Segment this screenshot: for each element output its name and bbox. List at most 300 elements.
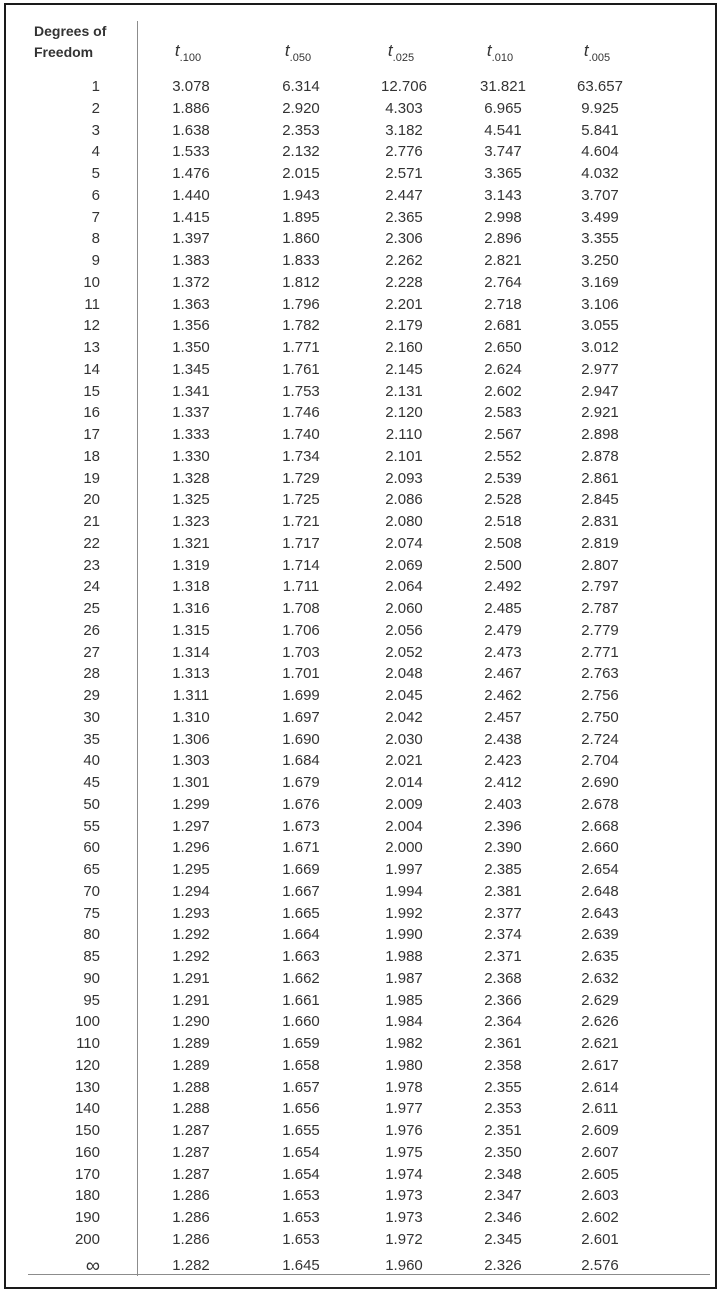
- df-cell: 10: [83, 273, 100, 291]
- critical-value-cell: 1.290: [172, 1013, 210, 1031]
- critical-value-cell: 2.014: [385, 774, 423, 791]
- critical-value-cell: 2.447: [385, 186, 423, 204]
- critical-value-cell: 2.385: [484, 861, 522, 878]
- critical-value-cell: 2.821: [484, 252, 522, 269]
- critical-value-cell: 2.605: [581, 1165, 619, 1183]
- critical-value-cell: 2.602: [581, 1209, 619, 1226]
- df-cell: 180: [74, 1187, 100, 1205]
- critical-value-cell: 1.291: [172, 969, 210, 987]
- critical-value-cell: 2.000: [385, 839, 423, 857]
- critical-value-cell: 4.604: [581, 143, 619, 161]
- table-row: [6, 446, 719, 468]
- critical-value-cell: 2.353: [282, 121, 320, 139]
- critical-value-cell: 3.078: [172, 78, 210, 95]
- critical-value-cell: 1.997: [385, 861, 423, 878]
- critical-value-cell: 1.994: [385, 882, 423, 900]
- critical-value-cell: 2.423: [484, 752, 522, 770]
- critical-value-cell: 2.366: [484, 991, 522, 1009]
- table-row: [6, 794, 719, 816]
- table-row: [6, 294, 719, 316]
- critical-value-cell: 2.635: [581, 948, 619, 965]
- df-cell: 17: [83, 426, 100, 443]
- critical-value-cell: 1.299: [172, 795, 210, 813]
- table-row: [6, 837, 719, 859]
- critical-value-cell: 5.841: [581, 121, 619, 139]
- critical-value-cell: 2.977: [581, 360, 619, 378]
- critical-value-cell: 2.603: [581, 1187, 619, 1205]
- critical-value-cell: 2.228: [385, 273, 423, 291]
- critical-value-cell: 1.314: [172, 643, 210, 661]
- critical-value-cell: 2.539: [484, 469, 522, 487]
- critical-value-cell: 2.069: [385, 556, 423, 574]
- critical-value-cell: 2.145: [385, 360, 423, 378]
- critical-value-cell: 2.797: [581, 578, 619, 596]
- critical-value-cell: 4.303: [385, 99, 423, 117]
- critical-value-cell: 2.921: [581, 404, 619, 422]
- df-cell: 20: [83, 491, 100, 509]
- df-cell: 30: [83, 708, 100, 726]
- critical-value-cell: 2.617: [581, 1056, 619, 1074]
- critical-value-cell: 1.895: [282, 208, 320, 226]
- critical-value-cell: 1.659: [282, 1035, 320, 1052]
- critical-value-cell: 2.074: [385, 534, 423, 552]
- table-row: [6, 1185, 719, 1207]
- critical-value-cell: 2.345: [484, 1230, 522, 1248]
- critical-value-cell: 1.289: [172, 1056, 210, 1074]
- critical-value-cell: 2.045: [385, 687, 423, 704]
- table-row: [6, 163, 719, 185]
- critical-value-cell: 2.718: [484, 295, 522, 313]
- critical-value-cell: 2.492: [484, 578, 522, 596]
- critical-value-cell: 2.724: [581, 730, 619, 748]
- critical-value-cell: 1.363: [172, 295, 210, 313]
- critical-value-cell: 2.390: [484, 839, 522, 857]
- critical-value-cell: 1.287: [172, 1122, 210, 1139]
- critical-value-cell: 2.920: [282, 99, 320, 117]
- table-row: [6, 141, 719, 163]
- critical-value-cell: 1.653: [282, 1230, 320, 1248]
- critical-value-cell: 1.671: [282, 839, 320, 857]
- df-cell: 26: [83, 621, 100, 639]
- critical-value-cell: 6.314: [282, 78, 320, 95]
- critical-value-cell: 2.678: [581, 795, 619, 813]
- critical-value-cell: 9.925: [581, 99, 619, 117]
- df-cell: 1: [91, 78, 100, 95]
- table-row: [6, 1229, 719, 1251]
- table-row: [6, 1251, 719, 1278]
- critical-value-cell: 3.365: [484, 165, 522, 182]
- critical-value-cell: 1.663: [282, 948, 320, 965]
- critical-value-cell: 2.660: [581, 839, 619, 857]
- critical-value-cell: 2.479: [484, 621, 522, 639]
- critical-value-cell: 2.528: [484, 491, 522, 509]
- critical-value-cell: 1.658: [282, 1056, 320, 1074]
- critical-value-cell: 2.412: [484, 774, 522, 791]
- critical-value-cell: 1.337: [172, 404, 210, 422]
- critical-value-cell: 2.403: [484, 795, 522, 813]
- critical-value-cell: 1.315: [172, 621, 210, 639]
- table-row: [6, 772, 719, 794]
- df-header-line2: Freedom: [34, 44, 94, 60]
- df-cell: 23: [83, 556, 100, 574]
- df-cell: 200: [74, 1230, 100, 1248]
- critical-value-cell: 2.131: [385, 382, 423, 400]
- critical-value-cell: 1.985: [385, 991, 423, 1009]
- table-row: [6, 968, 719, 990]
- critical-value-cell: 1.740: [282, 426, 320, 443]
- critical-value-cell: 2.756: [581, 687, 619, 704]
- critical-value-cell: 1.289: [172, 1035, 210, 1052]
- critical-value-cell: 1.306: [172, 730, 210, 748]
- critical-value-cell: 2.518: [484, 513, 522, 530]
- critical-value-cell: 2.132: [282, 143, 320, 161]
- critical-value-cell: 2.567: [484, 426, 522, 443]
- table-row: [6, 1164, 719, 1186]
- col-header-t010: $t_{.010}$: [486, 41, 514, 64]
- critical-value-cell: 2.080: [385, 513, 423, 530]
- critical-value-cell: 2.201: [385, 295, 423, 313]
- critical-value-cell: 1.325: [172, 491, 210, 509]
- critical-value-cell: 2.639: [581, 926, 619, 944]
- critical-value-cell: 2.179: [385, 317, 423, 335]
- critical-value-cell: 1.690: [282, 730, 320, 748]
- critical-value-cell: 1.291: [172, 991, 210, 1009]
- critical-value-cell: 1.977: [385, 1100, 423, 1118]
- critical-value-cell: 1.397: [172, 230, 210, 248]
- critical-value-cell: 1.638: [172, 121, 210, 139]
- critical-value-cell: 12.706: [381, 78, 427, 95]
- critical-value-cell: 1.812: [282, 273, 320, 291]
- col-header-t005: $t_{.005}$: [583, 41, 611, 64]
- t-table-page: [4, 3, 717, 1289]
- critical-value-cell: 1.286: [172, 1230, 210, 1248]
- df-cell: 160: [74, 1143, 100, 1161]
- critical-value-cell: 2.351: [484, 1122, 522, 1139]
- df-cell: 120: [74, 1056, 100, 1074]
- critical-value-cell: 1.286: [172, 1209, 210, 1226]
- critical-value-cell: 2.015: [282, 165, 320, 182]
- critical-value-cell: 2.576: [581, 1256, 619, 1274]
- critical-value-cell: 1.684: [282, 752, 320, 770]
- critical-value-cell: 1.708: [282, 600, 320, 617]
- col-header-t025: $t_{.025}$: [387, 41, 415, 64]
- critical-value-cell: 2.457: [484, 708, 522, 726]
- critical-value-cell: 3.499: [581, 208, 619, 226]
- df-cell: 100: [74, 1013, 100, 1031]
- table-row: [6, 337, 719, 359]
- critical-value-cell: 3.355: [581, 230, 619, 248]
- critical-value-cell: 2.093: [385, 469, 423, 487]
- critical-value-cell: 1.782: [282, 317, 320, 335]
- critical-value-cell: 2.611: [581, 1100, 619, 1118]
- critical-value-cell: 2.629: [581, 991, 619, 1009]
- critical-value-cell: 1.321: [172, 534, 210, 552]
- df-cell: 90: [83, 969, 100, 987]
- critical-value-cell: 1.990: [385, 926, 423, 944]
- critical-value-cell: 1.796: [282, 295, 320, 313]
- table-row: [6, 468, 719, 490]
- critical-value-cell: 2.348: [484, 1165, 522, 1183]
- critical-value-cell: 1.771: [282, 339, 320, 356]
- df-cell: 150: [74, 1122, 100, 1139]
- critical-value-cell: 1.665: [282, 904, 320, 922]
- critical-value-cell: 1.664: [282, 926, 320, 944]
- critical-value-cell: 1.415: [172, 208, 210, 226]
- critical-value-cell: 2.048: [385, 665, 423, 683]
- critical-value-cell: 1.973: [385, 1187, 423, 1205]
- critical-value-cell: 1.972: [385, 1230, 423, 1248]
- critical-value-cell: 1.294: [172, 882, 210, 900]
- df-cell: 70: [83, 882, 100, 900]
- col-header-t100: $t_{.100}$: [174, 41, 202, 64]
- table-row: [6, 555, 719, 577]
- critical-value-cell: 2.467: [484, 665, 522, 683]
- critical-value-cell: 1.980: [385, 1056, 423, 1074]
- df-cell: 9: [91, 252, 100, 269]
- df-cell: 4: [91, 143, 100, 161]
- critical-value-cell: 2.355: [484, 1078, 522, 1096]
- critical-value-cell: 4.032: [581, 165, 619, 182]
- critical-value-cell: 1.988: [385, 948, 423, 965]
- df-cell: 12: [83, 317, 100, 335]
- degrees-of-freedom-header: [34, 21, 106, 63]
- critical-value-cell: 2.771: [581, 643, 619, 661]
- table-row: [6, 228, 719, 250]
- critical-value-cell: 1.310: [172, 708, 210, 726]
- df-cell: 18: [83, 447, 100, 465]
- critical-value-cell: 1.323: [172, 513, 210, 530]
- df-cell: 95: [83, 991, 100, 1009]
- critical-value-cell: 2.110: [385, 426, 423, 443]
- df-cell: 15: [83, 382, 100, 400]
- critical-value-cell: 2.571: [385, 165, 423, 182]
- critical-value-cell: 1.292: [172, 926, 210, 944]
- critical-value-cell: 2.056: [385, 621, 423, 639]
- table-row: [6, 120, 719, 142]
- critical-value-cell: 3.182: [385, 121, 423, 139]
- critical-value-cell: 2.350: [484, 1143, 522, 1161]
- critical-value-cell: 1.372: [172, 273, 210, 291]
- critical-value-cell: 2.763: [581, 665, 619, 683]
- critical-value-cell: 1.356: [172, 317, 210, 335]
- critical-value-cell: 1.734: [282, 447, 320, 465]
- critical-value-cell: 1.721: [282, 513, 320, 530]
- critical-value-cell: 1.699: [282, 687, 320, 704]
- critical-value-cell: 2.668: [581, 817, 619, 835]
- table-row: [6, 707, 719, 729]
- table-row: [6, 424, 719, 446]
- table-row: [6, 816, 719, 838]
- critical-value-cell: 2.030: [385, 730, 423, 748]
- critical-value-cell: 2.365: [385, 208, 423, 226]
- table-row: [6, 489, 719, 511]
- critical-value-cell: 3.106: [581, 295, 619, 313]
- critical-value-cell: 1.313: [172, 665, 210, 683]
- critical-value-cell: 2.819: [581, 534, 619, 552]
- df-cell: 21: [83, 513, 100, 530]
- critical-value-cell: 2.064: [385, 578, 423, 596]
- critical-value-cell: 1.761: [282, 360, 320, 378]
- critical-value-cell: 1.311: [172, 687, 210, 704]
- critical-value-cell: 2.632: [581, 969, 619, 987]
- df-cell: 28: [83, 665, 100, 683]
- df-cell: 80: [83, 926, 100, 944]
- df-cell: 35: [83, 730, 100, 748]
- critical-value-cell: 2.377: [484, 904, 522, 922]
- df-cell: ∞: [85, 1254, 100, 1277]
- critical-value-cell: 2.845: [581, 491, 619, 509]
- critical-value-cell: 1.975: [385, 1143, 423, 1161]
- df-cell: 45: [83, 774, 100, 791]
- df-cell: 7: [91, 208, 100, 226]
- critical-value-cell: 2.500: [484, 556, 522, 574]
- critical-value-cell: 2.358: [484, 1056, 522, 1074]
- critical-value-cell: 1.655: [282, 1122, 320, 1139]
- critical-value-cell: 1.669: [282, 861, 320, 878]
- critical-value-cell: 1.673: [282, 817, 320, 835]
- df-cell: 40: [83, 752, 100, 770]
- critical-value-cell: 2.648: [581, 882, 619, 900]
- critical-value-cell: 2.262: [385, 252, 423, 269]
- df-cell: 60: [83, 839, 100, 857]
- df-cell: 85: [83, 948, 100, 965]
- critical-value-cell: 2.650: [484, 339, 522, 356]
- critical-value-cell: 1.992: [385, 904, 423, 922]
- critical-value-cell: 1.976: [385, 1122, 423, 1139]
- table-row: [6, 76, 719, 98]
- critical-value-cell: 2.086: [385, 491, 423, 509]
- table-row: [6, 598, 719, 620]
- critical-value-cell: 1.653: [282, 1187, 320, 1205]
- critical-value-cell: 1.703: [282, 643, 320, 661]
- critical-value-cell: 2.704: [581, 752, 619, 770]
- critical-value-cell: 1.654: [282, 1165, 320, 1183]
- table-row: [6, 381, 719, 403]
- critical-value-cell: 2.060: [385, 600, 423, 617]
- critical-value-cell: 2.831: [581, 513, 619, 530]
- critical-value-cell: 2.396: [484, 817, 522, 835]
- df-cell: 8: [91, 230, 100, 248]
- col-header-t050: $t_{.050}$: [284, 41, 312, 64]
- critical-value-cell: 2.473: [484, 643, 522, 661]
- critical-value-cell: 1.973: [385, 1209, 423, 1226]
- critical-value-cell: 1.660: [282, 1013, 320, 1031]
- table-row: [6, 729, 719, 751]
- table-row: [6, 533, 719, 555]
- critical-value-cell: 2.607: [581, 1143, 619, 1161]
- table-row: [6, 859, 719, 881]
- critical-value-cell: 2.614: [581, 1078, 619, 1096]
- table-row: [6, 359, 719, 381]
- critical-value-cell: 2.947: [581, 382, 619, 400]
- critical-value-cell: 2.004: [385, 817, 423, 835]
- critical-value-cell: 1.328: [172, 469, 210, 487]
- critical-value-cell: 1.701: [282, 665, 320, 683]
- critical-value-cell: 2.326: [484, 1256, 522, 1274]
- critical-value-cell: 2.602: [484, 382, 522, 400]
- df-cell: 190: [74, 1209, 100, 1226]
- df-cell: 11: [84, 295, 100, 313]
- critical-value-cell: 1.292: [172, 948, 210, 965]
- critical-value-cell: 2.508: [484, 534, 522, 552]
- critical-value-cell: 2.624: [484, 360, 522, 378]
- critical-value-cell: 2.160: [385, 339, 423, 356]
- df-cell: 16: [83, 404, 100, 422]
- table-row: [6, 642, 719, 664]
- critical-value-cell: 2.776: [385, 143, 423, 161]
- df-cell: 5: [91, 165, 100, 182]
- df-cell: 27: [83, 643, 100, 661]
- critical-value-cell: 1.645: [282, 1256, 320, 1274]
- critical-value-cell: 2.626: [581, 1013, 619, 1031]
- table-row: [6, 250, 719, 272]
- table-row: [6, 207, 719, 229]
- critical-value-cell: 1.297: [172, 817, 210, 835]
- critical-value-cell: 2.347: [484, 1187, 522, 1205]
- df-cell: 140: [74, 1100, 100, 1118]
- critical-value-cell: 1.319: [172, 556, 210, 574]
- critical-value-cell: 1.725: [282, 491, 320, 509]
- df-cell: 13: [83, 339, 100, 356]
- critical-value-cell: 4.541: [484, 121, 522, 139]
- critical-value-cell: 2.690: [581, 774, 619, 791]
- critical-value-cell: 1.476: [172, 165, 210, 182]
- critical-value-cell: 1.984: [385, 1013, 423, 1031]
- df-cell: 24: [83, 578, 100, 596]
- critical-value-cell: 1.679: [282, 774, 320, 791]
- table-row: [6, 881, 719, 903]
- critical-value-cell: 1.333: [172, 426, 210, 443]
- df-cell: 75: [83, 904, 100, 922]
- critical-value-cell: 3.169: [581, 273, 619, 291]
- critical-value-cell: 1.960: [385, 1256, 423, 1274]
- critical-value-cell: 1.316: [172, 600, 210, 617]
- critical-value-cell: 1.717: [282, 534, 320, 552]
- critical-value-cell: 1.711: [282, 578, 320, 596]
- critical-value-cell: 2.878: [581, 447, 619, 465]
- df-cell: 50: [83, 795, 100, 813]
- table-row: [6, 1011, 719, 1033]
- critical-value-cell: 1.729: [282, 469, 320, 487]
- critical-value-cell: 2.371: [484, 948, 522, 965]
- table-row: [6, 402, 719, 424]
- critical-value-cell: 1.833: [282, 252, 320, 269]
- critical-value-cell: 1.287: [172, 1143, 210, 1161]
- table-row: [6, 1142, 719, 1164]
- critical-value-cell: 2.052: [385, 643, 423, 661]
- critical-value-cell: 2.353: [484, 1100, 522, 1118]
- df-cell: 170: [74, 1165, 100, 1183]
- table-row: [6, 1207, 719, 1229]
- critical-value-cell: 2.101: [385, 447, 423, 465]
- critical-value-cell: 2.896: [484, 230, 522, 248]
- df-cell: 29: [83, 687, 100, 704]
- critical-value-cell: 1.533: [172, 143, 210, 161]
- critical-value-cell: 1.974: [385, 1165, 423, 1183]
- critical-value-cell: 1.287: [172, 1165, 210, 1183]
- df-cell: 19: [83, 469, 100, 487]
- critical-value-cell: 1.753: [282, 382, 320, 400]
- critical-value-cell: 1.330: [172, 447, 210, 465]
- critical-value-cell: 1.653: [282, 1209, 320, 1226]
- df-cell: 110: [76, 1035, 100, 1052]
- critical-value-cell: 2.779: [581, 621, 619, 639]
- critical-value-cell: 2.381: [484, 882, 522, 900]
- critical-value-cell: 1.697: [282, 708, 320, 726]
- df-cell: 2: [91, 99, 100, 117]
- critical-value-cell: 1.987: [385, 969, 423, 987]
- critical-value-cell: 1.383: [172, 252, 210, 269]
